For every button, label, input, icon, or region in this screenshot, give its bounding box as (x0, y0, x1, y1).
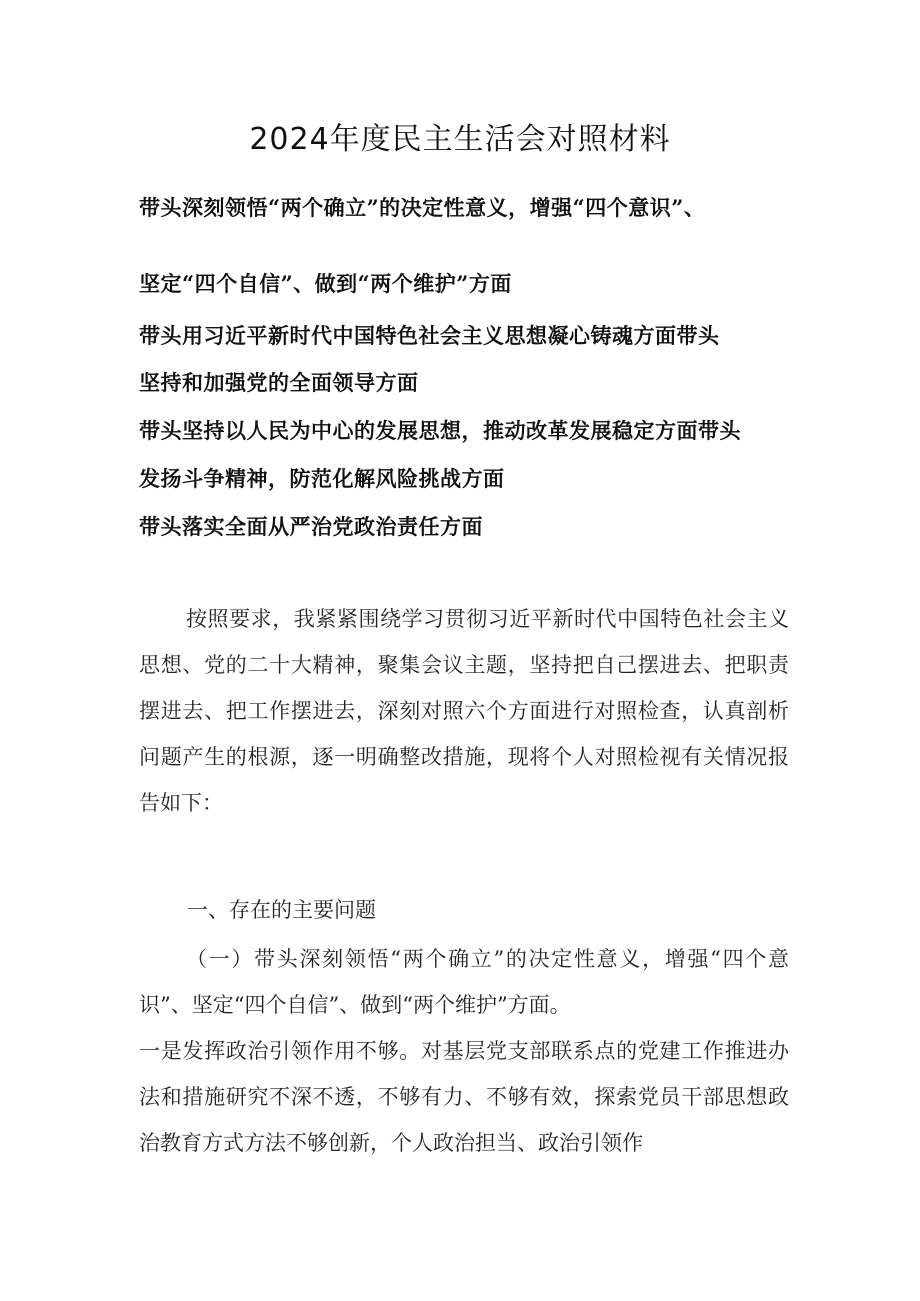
section-heading: 一、存在的主要问题 (187, 898, 376, 922)
heading-line-1: 带头深刻领悟“两个确立”的决定性意义，增强“四个意识”、 (139, 195, 706, 220)
subsection-heading: （一）带头深刻领悟“两个确立”的决定性意义，增强“四个意识”、坚定“四个自信”、做到“两个维护”方面。 (139, 947, 789, 1017)
heading-line-5: 带头坚持以人民为中心的发展思想，推动改革发展稳定方面带头 (139, 418, 741, 443)
heading-line-3: 带头用习近平新时代中国特色社会主义思想凝心铸魂方面带头 (139, 323, 720, 348)
heading-line-7: 带头落实全面从严治党政治责任方面 (139, 514, 483, 539)
intro-paragraph: 按照要求，我紧紧围绕学习贯彻习近平新时代中国特色社会主义思想、党的二十大精神，聚集会议主题，坚持把自己摆进去、把职责摆进去、把工作摆进去，深刻对照六个方面进行对照检查，认真剖析问题产生的根源，逐一明确整改措施，现将个人对照检视有关情况报告如下： (139, 607, 789, 815)
heading-line-6: 发扬斗争精神，防范化解风险挑战方面 (139, 466, 505, 491)
heading-line-2: 坚定“四个自信”、做到“两个维护”方面 (139, 271, 512, 296)
intro-paragraph-block (139, 596, 789, 826)
heading-line-4: 坚持和加强党的全面领导方面 (139, 370, 419, 395)
document-title: 2024年度民主生活会对照材料 (249, 122, 671, 157)
subsection-block (139, 936, 789, 1166)
point-paragraph: 一是发挥政治引领作用不够。对基层党支部联系点的党建工作推进办法和措施研究不深不透，不够有力、不够有效，探索党员干部思想政治教育方式方法不够创新，个人政治担当、政治引领作 (139, 1039, 789, 1155)
